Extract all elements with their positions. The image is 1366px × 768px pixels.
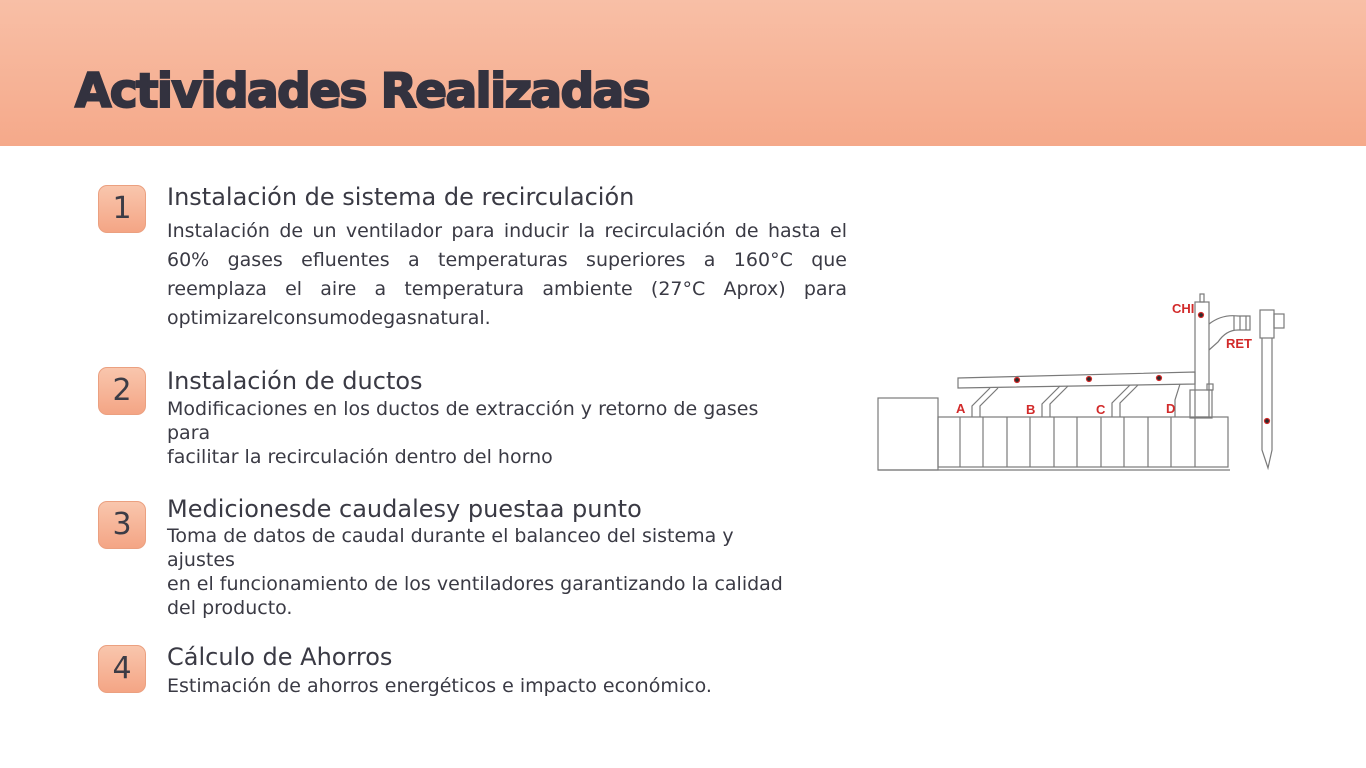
description-line: facilitar la recirculación dentro del horno bbox=[167, 446, 553, 468]
item-heading: Instalación de sistema de recirculación bbox=[167, 183, 635, 211]
oven-panels bbox=[960, 417, 1195, 467]
oven-recirculation-diagram bbox=[870, 290, 1300, 480]
label-ret: RET bbox=[1226, 336, 1252, 351]
item-description bbox=[167, 397, 847, 469]
description-line: en el funcionamiento de los ventiladores garantizando la calidad bbox=[167, 573, 783, 595]
item-number-badge: 1 bbox=[98, 185, 146, 233]
item-heading: Instalación de ductos bbox=[167, 367, 423, 395]
item-description: Instalación de un ventilador para inducir la recirculación de hasta el 60% gases efluentes a temperaturas superiores a 160°C que reemplaza el aire a temperatura ambiente (27°C Aprox) para optimizarelconsumodegasnatural. bbox=[167, 220, 847, 329]
chimney bbox=[1195, 302, 1209, 417]
header-banner bbox=[0, 0, 1366, 146]
branch-duct-d bbox=[1175, 384, 1180, 417]
description-line: Modificaciones en los ductos de extracción y retorno de gases bbox=[167, 398, 759, 420]
description-line: para bbox=[167, 422, 211, 444]
label-chi: CHI bbox=[1172, 301, 1195, 316]
description-line: Toma de datos de caudal durante el balanceo del sistema y bbox=[167, 525, 734, 547]
branch-duct-a bbox=[972, 388, 998, 417]
measurement-points bbox=[1015, 313, 1270, 424]
label-a: A bbox=[956, 401, 966, 416]
page-title: Actividades Realizadas bbox=[75, 64, 649, 119]
item-heading: Medicionesde caudalesy puestaa punto bbox=[167, 495, 642, 523]
item-description: Estimación de ahorros energéticos e impacto económico. bbox=[167, 675, 712, 697]
item-number-badge: 3 bbox=[98, 501, 146, 549]
label-b: B bbox=[1026, 402, 1036, 417]
label-c: C bbox=[1096, 402, 1106, 417]
separator-column bbox=[1262, 338, 1272, 468]
item-number-badge: 2 bbox=[98, 367, 146, 415]
label-d: D bbox=[1166, 401, 1176, 416]
item-heading: Cálculo de Ahorros bbox=[167, 643, 393, 671]
item-description bbox=[167, 524, 847, 620]
left-housing bbox=[878, 398, 938, 470]
description-line: del producto. bbox=[167, 597, 293, 619]
branch-duct-b bbox=[1042, 386, 1068, 417]
description-line: ajustes bbox=[167, 549, 235, 571]
item-number-badge: 4 bbox=[98, 645, 146, 693]
oven-body bbox=[938, 417, 1228, 467]
branch-duct-c bbox=[1112, 385, 1138, 417]
